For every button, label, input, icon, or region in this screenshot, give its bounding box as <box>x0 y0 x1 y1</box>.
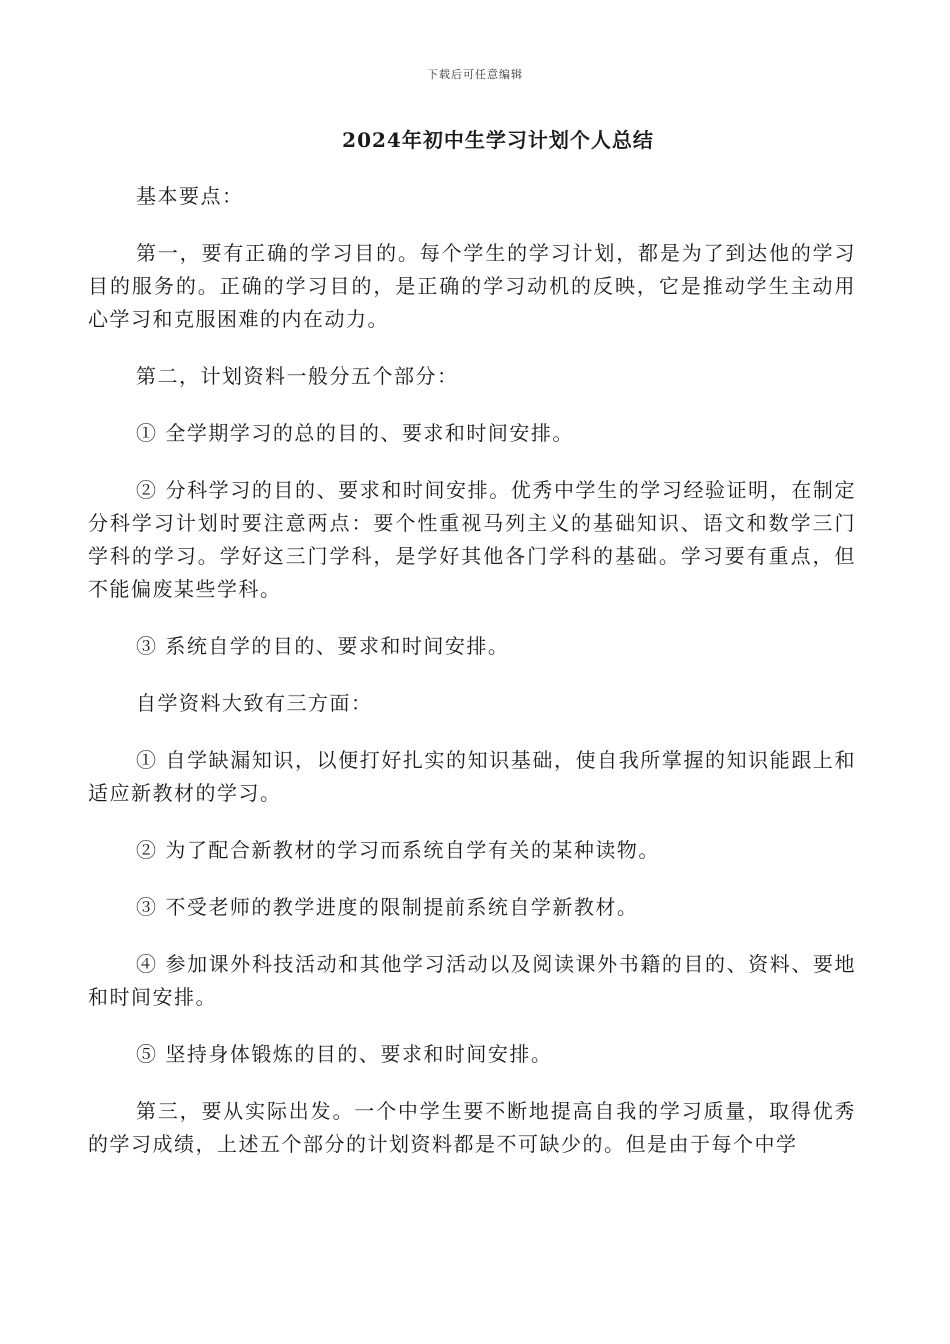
paragraph-item-4: ④ 参加课外科技活动和其他学习活动以及阅读课外书籍的目的、资料、要地和时间安排。 <box>88 952 856 1009</box>
paragraph-self-study-3: ③ 不受老师的教学进度的限制提前系统自学新教材。 <box>136 895 639 919</box>
paragraph-self-study-label: 自学资料大致有三方面： <box>136 691 373 715</box>
paragraph-third-point: 第三，要从实际出发。一个中学生要不断地提高自我的学习质量，取得优秀的学习成绩，上述五个部分的计划资料都是不可缺少的。但是由于每个中学 <box>88 1099 856 1156</box>
paragraph-item-5: ⑤ 坚持身体锻炼的目的、要求和时间安排。 <box>136 1042 553 1066</box>
paragraph-self-study-2: ② 为了配合新教材的学习而系统自学有关的某种读物。 <box>136 838 660 862</box>
paragraph-item-3: ③ 系统自学的目的、要求和时间安排。 <box>136 634 510 658</box>
paragraph-self-study-1: ① 自学缺漏知识，以便打好扎实的知识基础，使自我所掌握的知识能跟上和适应新教材的学习。 <box>88 748 856 805</box>
paragraph-first-point: 第一，要有正确的学习目的。每个学生的学习计划，都是为了到达他的学习目的服务的。正确的学习目的，是正确的学习动机的反映，它是推动学生主动用心学习和克服困难的内在动力。 <box>88 241 856 331</box>
paragraph-key-points-label: 基本要点： <box>136 184 244 208</box>
paragraph-item-1: ① 全学期学习的总的目的、要求和时间安排。 <box>136 421 574 445</box>
document-title: 2024年初中生学习计划个人总结 <box>342 128 654 152</box>
paragraph-second-point: 第二，计划资料一般分五个部分： <box>136 364 459 388</box>
document-body <box>88 180 856 1185</box>
paragraph-item-2: ② 分科学习的目的、要求和时间安排。优秀中学生的学习经验证明，在制定分科学习计划时要注意两点：要个性重视马列主义的基础知识、语文和数学三门学科的学习。学好这三门学科，是学好其他各门学科的基础。学习要有重点，但不能偏废某些学科。 <box>88 478 856 601</box>
page-header: 下载后可任意编辑 <box>427 68 523 81</box>
